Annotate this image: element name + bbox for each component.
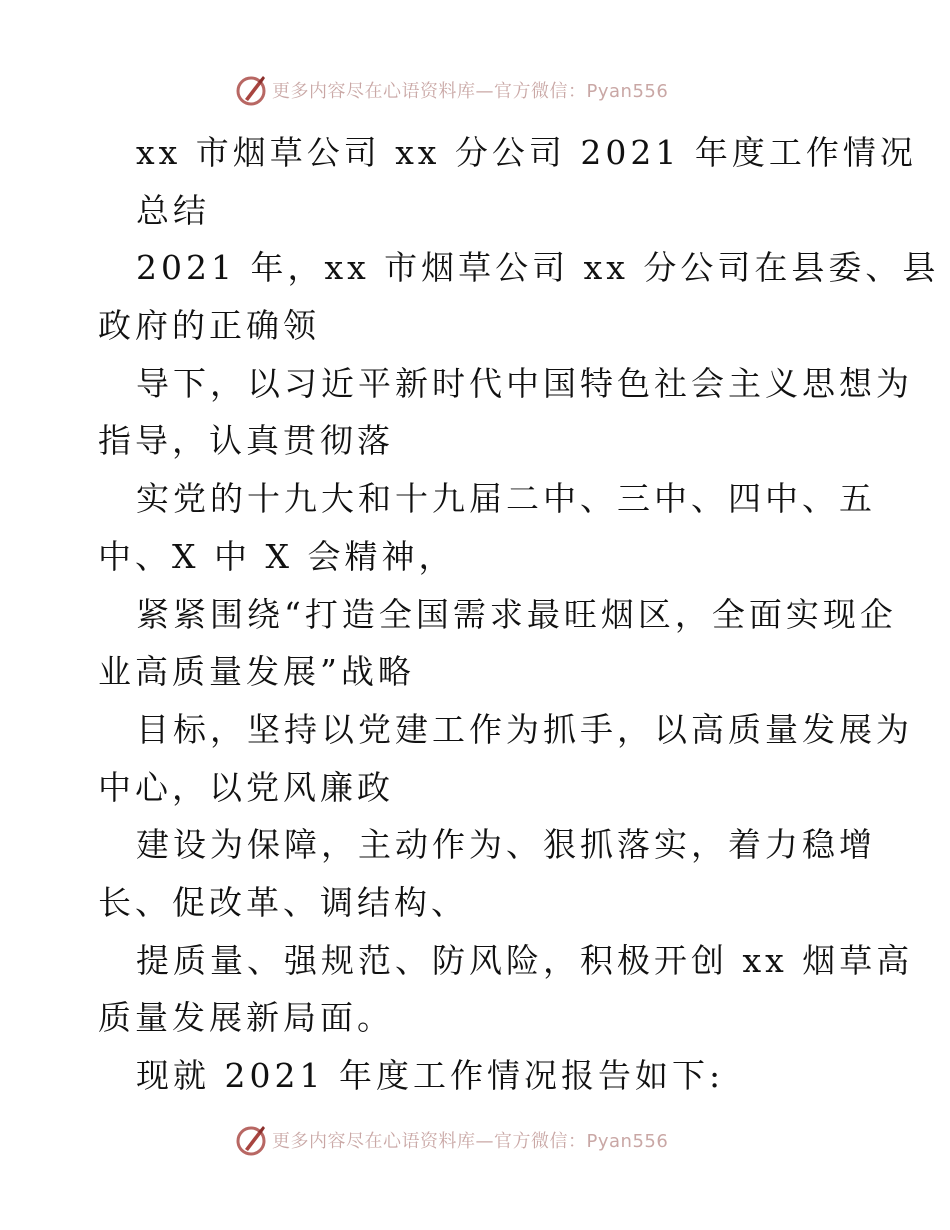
document-line: 实党的十九大和十九届二中、三中、四中、五 bbox=[136, 479, 876, 519]
document-line: 长、促改革、调结构、 bbox=[98, 882, 468, 922]
document-line: 质量发展新局面。 bbox=[98, 998, 394, 1038]
document-line: 建设为保障，主动作为、狠抓落实，着力稳增 bbox=[136, 825, 876, 865]
header-banner-text: 更多内容尽在心语资料库—官方微信：Pyan556 bbox=[272, 81, 669, 102]
document-line: 业高质量发展”战略 bbox=[98, 652, 415, 692]
document-line: 指导，认真贯彻落 bbox=[98, 421, 394, 461]
document-line: 中心，以党风廉政 bbox=[98, 767, 394, 807]
document-line: 政府的正确领 bbox=[98, 306, 320, 346]
document-line: 紧紧围绕“打造全国需求最旺烟区，全面实现企 bbox=[136, 594, 897, 634]
pen-logo-icon bbox=[234, 1123, 268, 1157]
document-line: 2021 年，xx 市烟草公司 xx 分公司在县委、县 bbox=[136, 248, 940, 288]
footer-watermark-banner bbox=[234, 1123, 668, 1157]
document-line: 总结 bbox=[136, 190, 210, 230]
document-line: 目标，坚持以党建工作为抓手，以高质量发展为 bbox=[136, 709, 913, 749]
document-line: 中、X 中 X 会精神， bbox=[98, 536, 456, 576]
document-line: 现就 2021 年度工作情况报告如下: bbox=[136, 1056, 725, 1095]
document-line: 导下，以习近平新时代中国特色社会主义思想为 bbox=[136, 363, 913, 403]
header-watermark-banner bbox=[234, 73, 668, 107]
footer-banner-text: 更多内容尽在心语资料库—官方微信：Pyan556 bbox=[272, 1131, 669, 1152]
document-line: xx 市烟草公司 xx 分公司 2021 年度工作情况 bbox=[136, 133, 917, 172]
pen-logo-icon bbox=[234, 73, 268, 107]
document-body bbox=[98, 124, 940, 1105]
document-line: 提质量、强规范、防风险，积极开创 xx 烟草高 bbox=[136, 940, 914, 980]
